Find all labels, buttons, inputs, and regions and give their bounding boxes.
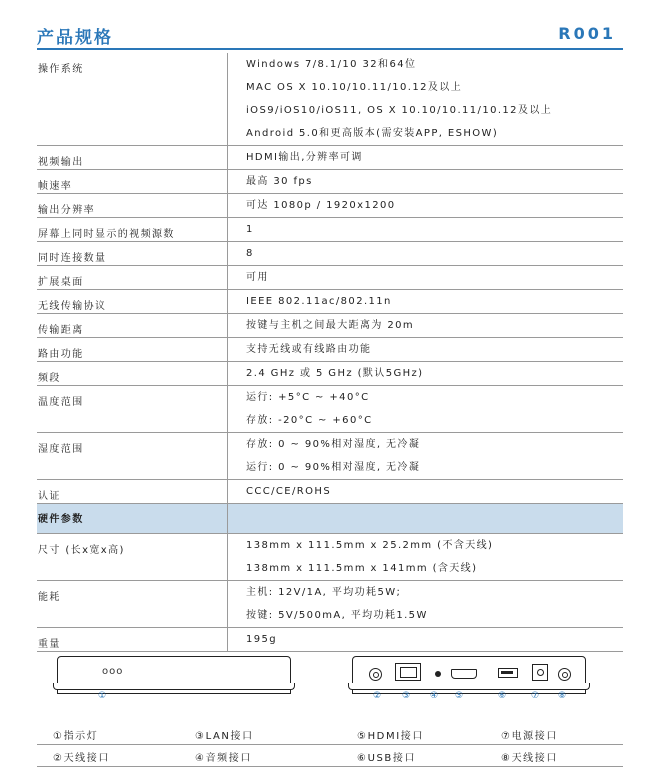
spec-value: MAC OS X 10.10/10.11/10.12及以上	[246, 82, 463, 93]
legend-item: ⑧天线接口	[501, 753, 558, 764]
port-label: ⑧	[558, 691, 567, 701]
spec-value: 运行: 0 ~ 90%相对湿度, 无冷凝	[246, 462, 421, 473]
spec-value-cell	[228, 170, 624, 194]
back-view	[352, 656, 586, 694]
legend-item: ⑥USB接口	[357, 753, 417, 764]
port-label: ③	[402, 691, 411, 701]
spec-key: 认证	[37, 480, 228, 504]
port-label: ②	[373, 691, 382, 701]
antenna-port-inner-icon	[373, 672, 379, 678]
spec-value: Windows 7/8.1/10 32和64位	[246, 59, 417, 70]
spec-value: 主机: 12V/1A, 平均功耗5W;	[246, 587, 402, 598]
spec-value: 1	[246, 224, 254, 235]
spec-row	[37, 338, 623, 362]
spec-key: 输出分辨率	[37, 194, 228, 218]
port-label: ⑤	[455, 691, 464, 701]
spec-key: 无线传输协议	[37, 290, 228, 314]
spec-row	[37, 290, 623, 314]
spec-value-cell	[228, 534, 624, 581]
spec-row	[37, 362, 623, 386]
spec-row	[37, 433, 623, 480]
spec-row	[37, 534, 623, 581]
spec-row	[37, 194, 623, 218]
front-view-base	[53, 683, 295, 690]
legend-item: ②天线接口	[53, 753, 110, 764]
spec-value-cell	[228, 314, 624, 338]
spec-value: iOS9/iOS10/iOS11, OS X 10.10/10.11/10.12及以上	[246, 105, 553, 116]
section-header: 硬件参数	[37, 504, 228, 534]
spec-row	[37, 146, 623, 170]
spec-key: 视频输出	[37, 146, 228, 170]
port-label: ⑦	[531, 691, 540, 701]
spec-row	[37, 242, 623, 266]
antenna-port-inner-icon	[562, 672, 568, 678]
spec-key: 尺寸 (长x宽x高)	[37, 534, 228, 581]
spec-value: 可达 1080p / 1920x1200	[246, 200, 396, 211]
spec-value: 运行: +5°C ~ +40°C	[246, 392, 370, 403]
legend-item: ①指示灯	[53, 731, 99, 742]
spec-value-cell	[228, 290, 624, 314]
back-view-base	[348, 683, 590, 690]
spec-value: 195g	[246, 634, 278, 645]
spec-value-cell	[228, 480, 624, 504]
model-number: R001	[558, 24, 616, 43]
legend-item: ③LAN接口	[195, 731, 254, 742]
spec-key: 扩展桌面	[37, 266, 228, 290]
spec-value: 138mm x 111.5mm x 141mm (含天线)	[246, 563, 478, 574]
power-port-inner-icon	[537, 669, 544, 676]
spec-value: IEEE 802.11ac/802.11n	[246, 296, 392, 307]
spec-row	[37, 53, 623, 146]
spec-key: 操作系统	[37, 53, 228, 146]
port-label: ⑥	[498, 691, 507, 701]
spec-value-cell	[228, 53, 624, 146]
spec-key: 湿度范围	[37, 433, 228, 480]
spec-value: 138mm x 111.5mm x 25.2mm (不含天线)	[246, 540, 494, 551]
spec-row	[37, 314, 623, 338]
spec-value-cell	[228, 266, 624, 290]
spec-row	[37, 581, 623, 628]
legend-item: ④音频接口	[195, 753, 252, 764]
spec-value: 8	[246, 248, 254, 259]
spec-row	[37, 218, 623, 242]
spec-value-cell	[228, 362, 624, 386]
spec-value: 支持无线或有线路由功能	[246, 344, 372, 355]
spec-row	[37, 480, 623, 504]
spec-value: CCC/CE/ROHS	[246, 486, 332, 497]
spec-value-cell	[228, 146, 624, 170]
legend-row	[37, 744, 623, 767]
spec-key: 屏幕上同时显示的视频源数	[37, 218, 228, 242]
lan-port-inner-icon	[400, 667, 417, 678]
spec-row	[37, 170, 623, 194]
audio-port-icon	[435, 671, 441, 677]
spec-value-cell	[228, 218, 624, 242]
spec-value-cell	[228, 338, 624, 362]
spec-value: Android 5.0和更高版本(需安装APP, ESHOW)	[246, 128, 499, 139]
spec-value: 存放: 0 ~ 90%相对湿度, 无冷凝	[246, 439, 421, 450]
spec-value-cell	[228, 242, 624, 266]
spec-value-cell	[228, 628, 624, 652]
section-header-row	[37, 504, 623, 534]
front-view	[57, 656, 291, 694]
spec-value: 最高 30 fps	[246, 176, 313, 187]
spec-value: 2.4 GHz 或 5 GHz (默认5GHz)	[246, 368, 424, 379]
legend-item: ⑦电源接口	[501, 731, 558, 742]
spec-value: HDMI输出,分辨率可调	[246, 152, 363, 163]
spec-value: 存放: -20°C ~ +60°C	[246, 415, 373, 426]
spec-row	[37, 628, 623, 652]
spec-key: 温度范围	[37, 386, 228, 433]
port-label: ④	[430, 691, 439, 701]
spec-value: 按键: 5V/500mA, 平均功耗1.5W	[246, 610, 428, 621]
usb-port-inner-icon	[501, 671, 513, 674]
spec-key: 重量	[37, 628, 228, 652]
spec-key: 频段	[37, 362, 228, 386]
hdmi-port-icon	[451, 669, 477, 679]
spec-key: 路由功能	[37, 338, 228, 362]
spec-value: 可用	[246, 272, 269, 283]
spec-key: 同时连接数量	[37, 242, 228, 266]
spec-row	[37, 266, 623, 290]
spec-row	[37, 386, 623, 433]
spec-table	[37, 53, 623, 652]
indicator-led-icon: ooo	[102, 666, 124, 677]
label-1: ①	[98, 691, 107, 701]
section-header-fill	[228, 504, 624, 534]
legend-row	[37, 722, 623, 745]
spec-value-cell	[228, 386, 624, 433]
legend-item: ⑤HDMI接口	[357, 731, 424, 742]
spec-key: 帧速率	[37, 170, 228, 194]
spec-value-cell	[228, 581, 624, 628]
spec-value: 按键与主机之间最大距离为 20m	[246, 320, 415, 331]
spec-value-cell	[228, 194, 624, 218]
title-divider	[37, 48, 623, 50]
page-title: 产品规格	[37, 28, 113, 48]
spec-value-cell	[228, 433, 624, 480]
spec-key: 传输距离	[37, 314, 228, 338]
spec-key: 能耗	[37, 581, 228, 628]
